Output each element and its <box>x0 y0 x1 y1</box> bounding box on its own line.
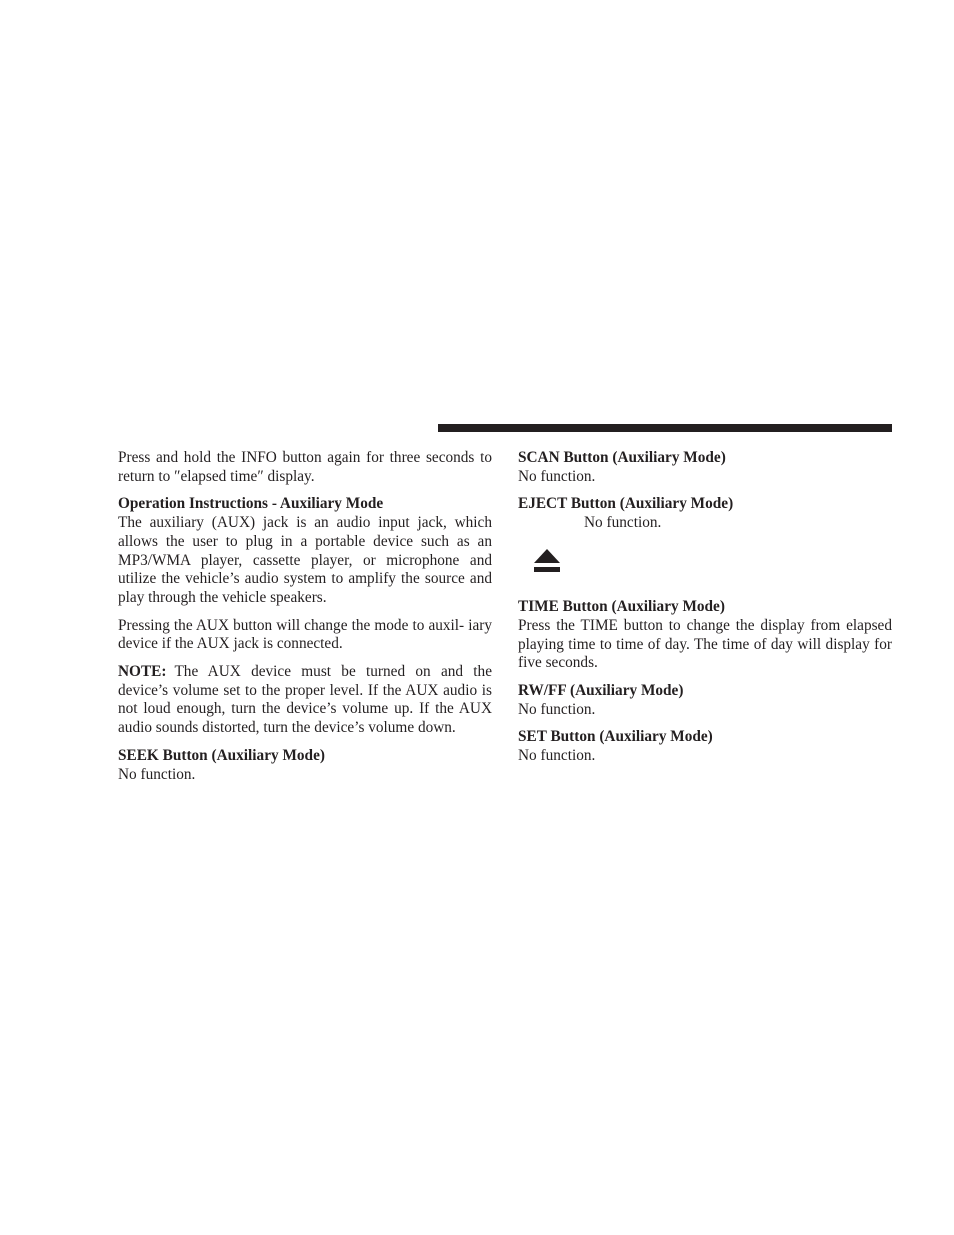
set-body: No function. <box>518 747 596 765</box>
section-rule <box>438 424 892 432</box>
seek-body: No function. <box>118 765 196 783</box>
right-column <box>518 449 892 766</box>
time-body: Press the TIME button to change the display from elapsed playing time to time of day. The time of day will display for five seconds. <box>518 616 892 672</box>
eject-section <box>518 495 892 514</box>
note-label: NOTE: <box>118 663 167 681</box>
set-section <box>518 728 892 765</box>
eject-icon <box>532 547 562 574</box>
note-body: The AUX device must be turned on and the device’s volume set to the proper level. If the AUX audio is not loud enough, turn the device’s volume up. If the AUX audio sounds distorted, turn the device’s volume down. <box>118 663 492 737</box>
operation-section <box>118 495 492 607</box>
time-heading: TIME Button (Auxiliary Mode) <box>518 598 725 616</box>
note-paragraph <box>118 663 492 738</box>
rwff-section <box>518 682 892 719</box>
aux-paragraph: Pressing the AUX button will change the mode to auxil- iary device if the AUX jack is connected. <box>118 616 492 653</box>
scan-section <box>518 449 892 486</box>
seek-heading: SEEK Button (Auxiliary Mode) <box>118 746 325 764</box>
rwff-body: No function. <box>518 700 596 718</box>
scan-body: No function. <box>518 467 596 485</box>
rwff-heading: RW/FF (Auxiliary Mode) <box>518 681 684 699</box>
eject-heading: EJECT Button (Auxiliary Mode) <box>518 495 734 513</box>
eject-body: No function. <box>584 514 662 532</box>
seek-section <box>118 747 492 784</box>
time-section <box>518 598 892 673</box>
left-column <box>118 449 492 784</box>
operation-body: The auxiliary (AUX) jack is an audio input jack, which allows the user to plug in a portable device such as an MP3/WMA player, cassette player, or microphone and utilize the vehicle’s audio system to amplify the source and play through the vehicle speakers. <box>118 514 492 606</box>
intro-paragraph: Press and hold the INFO button again for three seconds to return to ″elapsed time″ display. <box>118 449 492 485</box>
operation-heading: Operation Instructions - Auxiliary Mode <box>118 495 384 513</box>
eject-row <box>518 514 892 589</box>
scan-heading: SCAN Button (Auxiliary Mode) <box>518 449 726 466</box>
set-heading: SET Button (Auxiliary Mode) <box>518 728 713 746</box>
